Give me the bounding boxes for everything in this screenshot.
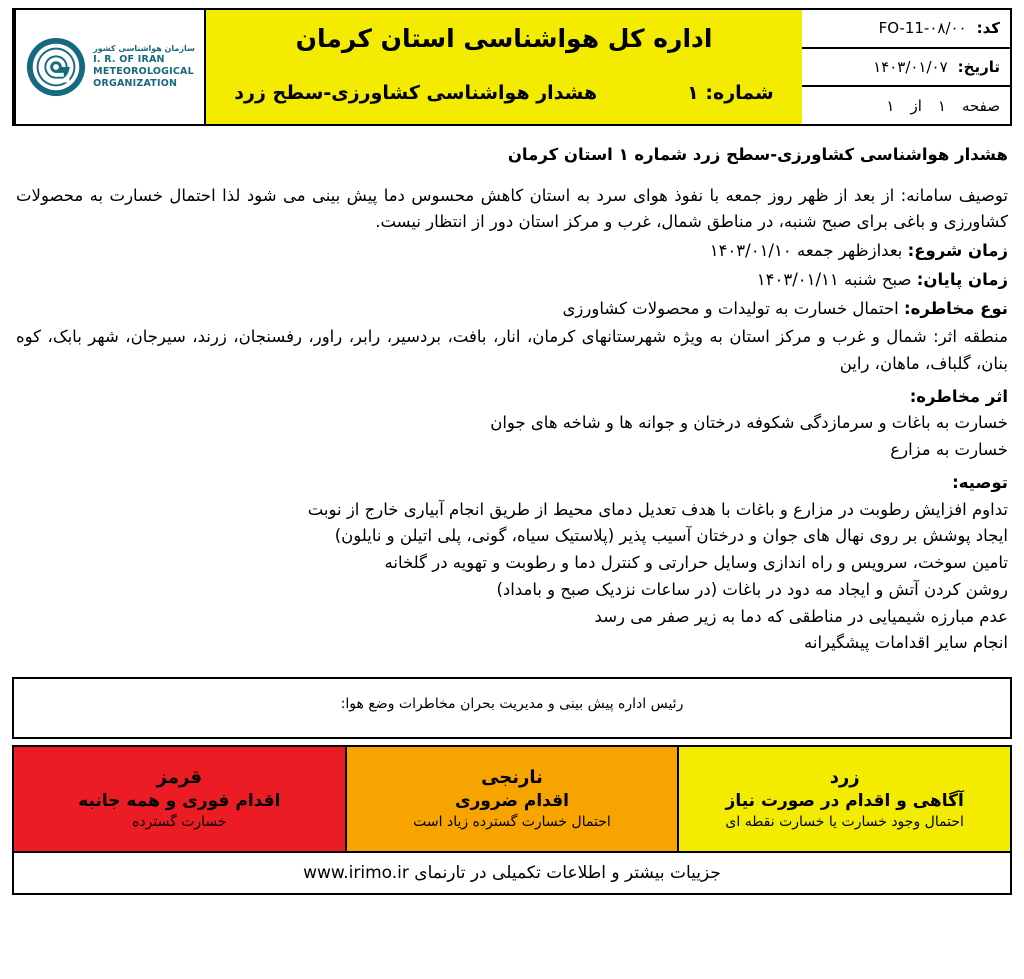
hazard-type-row: [16, 296, 1008, 323]
hazard-effect-item: خسارت به باغات و سرمازدگی شکوفه درختان و جوانه ها و شاخه های جوان: [490, 413, 1008, 433]
recommendation-item: انجام سایر اقدامات پیشگیرانه: [804, 633, 1008, 653]
recommendation-item: عدم مبارزه شیمیایی در مناطقی که دما به زیر صفر می رسد: [594, 606, 1008, 626]
legend-action: اقدام فوری و همه جانبه: [78, 791, 281, 812]
header-subtitle-row: [206, 68, 802, 124]
warning-type-label: هشدار هواشناسی کشاورزی-سطح زرد: [234, 81, 598, 104]
recommendation-item: ایجاد پوشش بر روی نهال های جوان و درختان آسیب پذیر (پلاستیک سیاه، گونی، پلی اتیلن و نایلون): [334, 526, 1008, 546]
recommendation-item: تامین سوخت، سرویس و راه اندازی وسایل حرارتی و کنترل دما و رطوبت و تهویه در گلخانه: [384, 553, 1008, 573]
legend-level: زرد: [829, 767, 860, 789]
logo-text: [93, 44, 195, 90]
document-header: [12, 8, 1012, 126]
hazard-effect-label: اثر مخاطره:: [909, 386, 1008, 406]
document-title: هشدار هواشناسی کشاورزی-سطح زرد شماره ۱ استان کرمان: [507, 145, 1008, 164]
meta-row-date: [802, 49, 1010, 88]
recommendation-item: تداوم افزایش رطوبت در مزارع و باغات با هدف تعدیل دمای محیط از طریق انجام آبیاری خارج از نوبت: [307, 499, 1008, 519]
organization-logo: [14, 10, 204, 124]
legend-cell-red: [14, 747, 347, 851]
legend-impact: احتمال خسارت گسترده زیاد است: [413, 814, 611, 831]
end-time-row: [16, 267, 1008, 294]
meta-row-page: [802, 87, 1010, 124]
signature-label: رئیس اداره پیش بینی و مدیریت بحران مخاطرات وضع هوا:: [340, 695, 684, 712]
legend-action: اقدام ضروری: [455, 791, 569, 812]
system-description: [16, 183, 1008, 236]
affected-area-value: شمال و غرب و مرکز استان به ویژه شهرستانهای کرمان، انار، بافت، بردسیر، رابر، راور، رفسنجان، زرند، سیرجان، شهر بابک، کوه بنان، گلباف، ماهان، راین: [16, 327, 1008, 374]
system-description-text: از بعد از ظهر روز جمعه با نفوذ هوای سرد به استان کاهش محسوس دما پیش بینی می شود لذا احتمال خسارت به محصولات کشاورزی و باغی برای صبح شنبه، در مناطق شمال، غرب و مرکز استان دور از انتظار نیست.: [16, 185, 1008, 232]
legend-cell-orange: [347, 747, 680, 851]
hazard-type-value: احتمال خسارت به تولیدات و محصولات کشاورزی: [562, 298, 899, 318]
end-time-label: زمان پایان:: [916, 269, 1008, 289]
document-footer: [12, 853, 1012, 895]
start-time-value: بعدازظهر جمعه ۱۴۰۳/۰۱/۱۰: [709, 241, 903, 261]
date-label: تاریخ:: [957, 58, 1000, 76]
document-body: [12, 126, 1012, 657]
organization-title: اداره کل هواشناسی استان کرمان: [295, 24, 713, 54]
start-time-label: زمان شروع:: [907, 241, 1008, 261]
meteorological-organization-icon: [25, 36, 87, 98]
start-time-row: [16, 238, 1008, 265]
legend-action: آگاهی و اقدام در صورت نیاز: [725, 791, 964, 812]
affected-area-label: منطقه اثر:: [933, 327, 1008, 347]
legend-impact: احتمال وجود خسارت یا خسارت نقطه ای: [725, 814, 964, 831]
meta-row-code: [802, 10, 1010, 49]
page-of: از: [910, 96, 922, 115]
system-description-label: توصیف سامانه:: [900, 185, 1008, 205]
recommendations-label: توصیه:: [952, 472, 1008, 492]
page-total: ۱: [886, 96, 895, 115]
hazard-type-label: نوع مخاطره:: [903, 298, 1008, 318]
affected-area-row: [16, 324, 1008, 377]
legend-level: قرمز: [156, 767, 202, 789]
severity-legend: [12, 745, 1012, 853]
end-time-value: صبح شنبه ۱۴۰۳/۰۱/۱۱: [756, 269, 912, 289]
logo-text-line1: I. R. OF IRAN: [93, 54, 165, 66]
page-current: ۱: [937, 96, 946, 115]
date-value: ۱۴۰۳/۰۱/۰۷: [873, 58, 948, 76]
legend-level: نارنجی: [481, 767, 543, 789]
header-meta-block: [802, 10, 1010, 124]
header-title-block: [204, 10, 802, 124]
logo-text-line3: ORGANIZATION: [93, 77, 178, 89]
hazard-effect-item: خسارت به مزارع: [890, 440, 1008, 460]
footer-url[interactable]: www.irimo.ir: [303, 862, 409, 883]
recommendation-item: روشن کردن آتش و ایجاد مه دود در باغات (در ساعات نزدیک صبح و بامداد): [496, 579, 1008, 599]
warning-number: شماره: ۱: [687, 81, 774, 104]
legend-cell-yellow: [679, 747, 1010, 851]
legend-impact: خسارت گسترده: [132, 814, 227, 831]
page-label: صفحه: [961, 96, 1000, 115]
footer-text: جزییات بیشتر و اطلاعات تکمیلی در تارنمای: [414, 862, 721, 883]
code-label: کد:: [976, 19, 1000, 38]
code-value: FO-11-۰۸/۰۰: [878, 19, 967, 38]
signature-box: [12, 677, 1012, 739]
logo-text-line2: METEOROLOGICAL: [93, 66, 194, 78]
logo-text-fa: سازمان هواشناسی کشور: [93, 44, 195, 54]
